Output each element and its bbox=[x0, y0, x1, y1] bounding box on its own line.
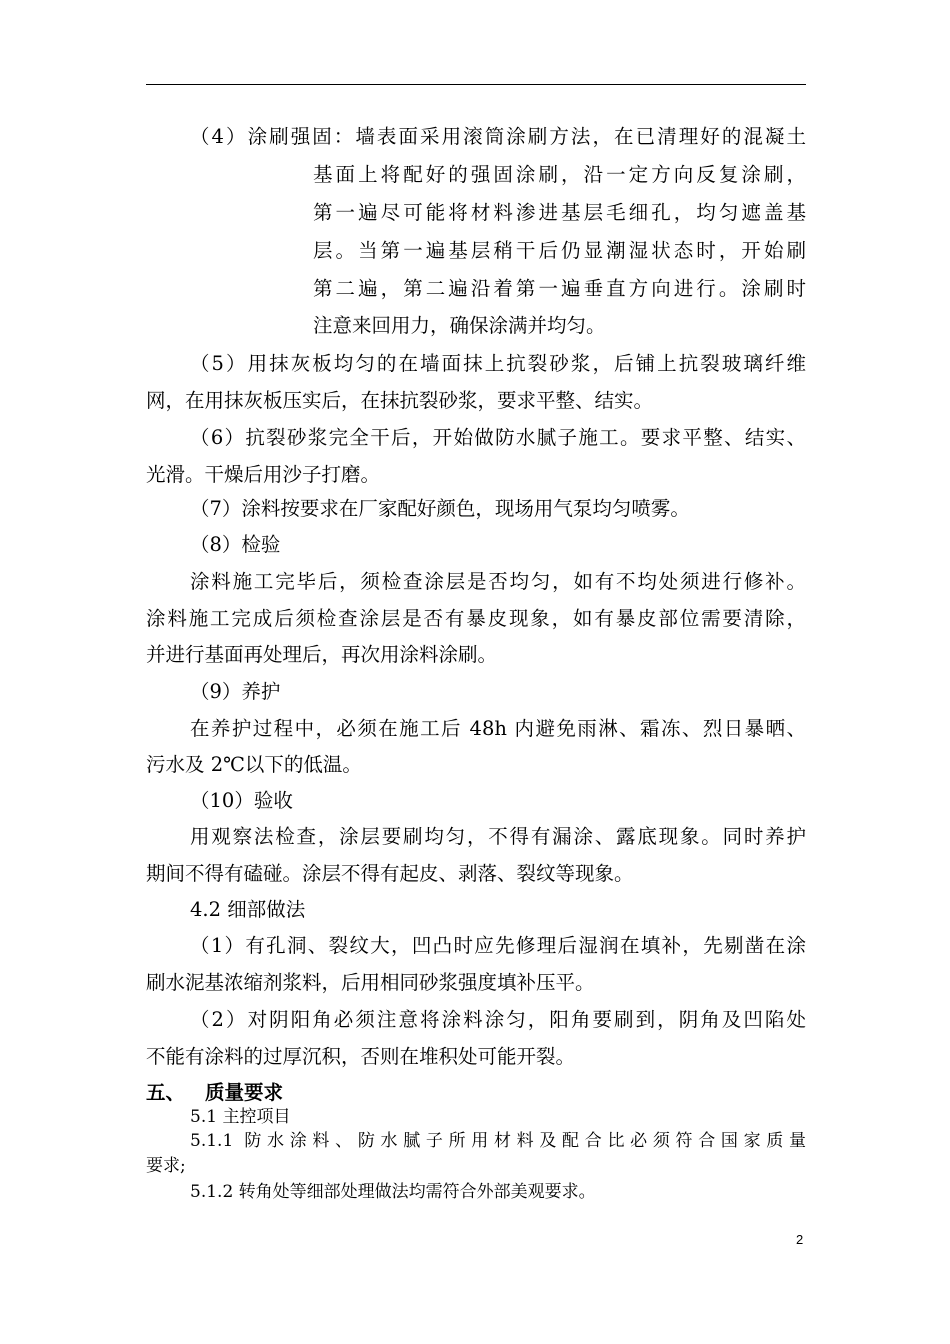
section-title: 质量要求 bbox=[205, 1081, 284, 1104]
text-line: （9）养护 bbox=[190, 680, 281, 703]
text-line: （2）对阴阳角必须注意将涂料涂匀，阳角要刷到，阴角及凹陷处 bbox=[190, 1008, 806, 1031]
text-line: 第一遍尽可能将材料渗进基层毛细孔，均匀遮盖基 bbox=[313, 201, 806, 224]
text-line: 期间不得有磕碰。涂层不得有起皮、剥落、裂纹等现象。 bbox=[146, 862, 634, 885]
section-number: 五、 bbox=[146, 1081, 186, 1104]
page-number: 2 bbox=[796, 1232, 804, 1247]
text-line: 并进行基面再处理后，再次用涂料涂刷。 bbox=[146, 643, 498, 666]
text-line: （4）涂刷强固：墙表面采用滚筒涂刷方法，在已清理好的混凝土 bbox=[190, 125, 806, 148]
text-line: （7）涂料按要求在厂家配好颜色，现场用气泵均匀喷雾。 bbox=[190, 497, 690, 520]
text-line: 注意来回用力，确保涂满并均匀。 bbox=[313, 314, 606, 337]
text-line: 层。当第一遍基层稍干后仍显潮湿状态时，开始刷 bbox=[313, 239, 806, 262]
section-heading bbox=[146, 1081, 283, 1105]
text-line: 涂料施工完毕后，须检查涂层是否均匀，如有不均处须进行修补。 bbox=[190, 570, 806, 593]
text-line: 污水及 2℃以下的低温。 bbox=[146, 753, 362, 776]
text-line: （8）检验 bbox=[190, 533, 281, 556]
text-line: 网，在用抹灰板压实后，在抹抗裂砂浆，要求平整、结实。 bbox=[146, 389, 654, 412]
header-rule bbox=[146, 84, 806, 85]
text-line: （5）用抹灰板均匀的在墙面抹上抗裂砂浆，后铺上抗裂玻璃纤维 bbox=[190, 352, 806, 375]
text-line: （6）抗裂砂浆完全干后，开始做防水腻子施工。要求平整、结实、 bbox=[190, 426, 806, 449]
text-line: 光滑。干燥后用沙子打磨。 bbox=[146, 463, 381, 486]
text-line: 5.1 主控项目 bbox=[190, 1107, 291, 1127]
text-line: 涂料施工完成后须检查涂层是否有暴皮现象，如有暴皮部位需要清除， bbox=[146, 607, 806, 630]
text-line: 刷水泥基浓缩剂浆料，后用相同砂浆强度填补压平。 bbox=[146, 971, 595, 994]
text-line: 不能有涂料的过厚沉积，否则在堆积处可能开裂。 bbox=[146, 1045, 576, 1068]
text-line: 在养护过程中，必须在施工后 48h 内避免雨淋、霜冻、烈日暴晒、 bbox=[190, 717, 806, 740]
text-line: 用观察法检查，涂层要刷均匀，不得有漏涂、露底现象。同时养护 bbox=[190, 825, 806, 848]
text-line: 5.1.2 转角处等细部处理做法均需符合外部美观要求。 bbox=[190, 1182, 596, 1202]
text-line: 要求; bbox=[146, 1156, 186, 1176]
text-line: 4.2 细部做法 bbox=[190, 898, 306, 921]
text-line: 5.1.1 防水涂料、防水腻子所用材料及配合比必须符合国家质量 bbox=[190, 1131, 806, 1151]
text-line: （10）验收 bbox=[190, 789, 293, 812]
text-line: 第二遍，第二遍沿着第一遍垂直方向进行。涂刷时 bbox=[313, 277, 806, 300]
text-line: （1）有孔洞、裂纹大，凹凸时应先修理后湿润在填补，先剔凿在涂 bbox=[190, 934, 806, 957]
text-line: 基面上将配好的强固涂刷，沿一定方向反复涂刷， bbox=[313, 163, 806, 186]
